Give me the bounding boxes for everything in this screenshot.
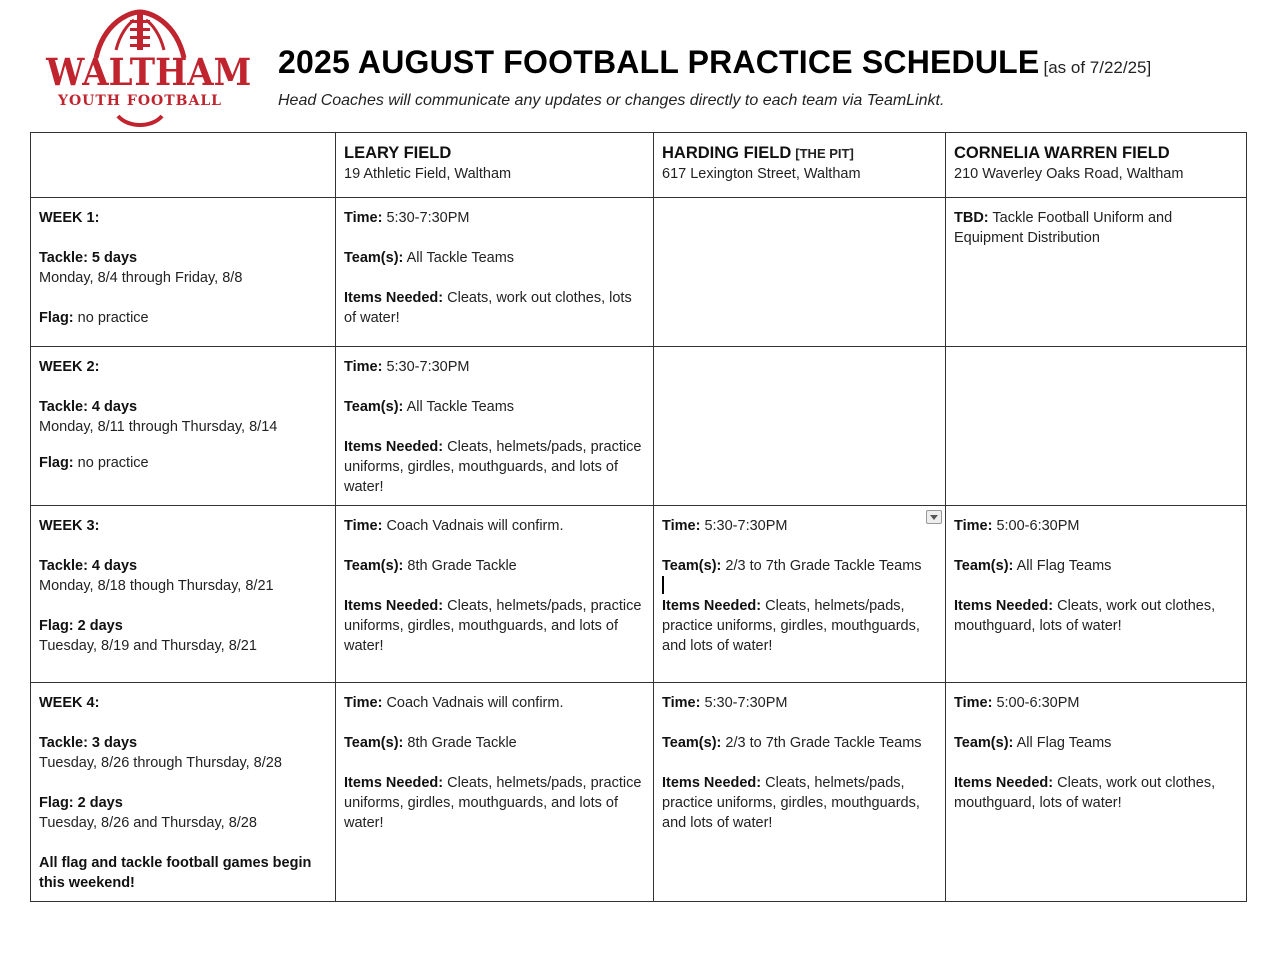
time-label: Time: xyxy=(662,695,701,711)
time-value: Coach Vadnais will confirm. xyxy=(386,518,564,534)
warren-cell[interactable] xyxy=(946,683,1247,902)
week-label: WEEK 3: xyxy=(39,518,100,534)
waltham-youth-football-logo xyxy=(38,8,252,132)
items-value: Cleats, helmets/pads, practice uniforms, girdles, mouthguards, and lots of water! xyxy=(344,598,642,654)
time-label: Time: xyxy=(344,210,383,226)
week-cell[interactable] xyxy=(31,506,336,683)
teams-value: All Flag Teams xyxy=(1016,735,1112,751)
cell-dropdown-button[interactable] xyxy=(926,510,942,524)
teams-label: Team(s): xyxy=(662,558,722,574)
table-row-week-3 xyxy=(31,506,1247,683)
schedule-table xyxy=(30,132,1247,902)
tackle-dates: Monday, 8/18 though Thursday, 8/21 xyxy=(39,578,274,594)
teams-label: Team(s): xyxy=(954,558,1014,574)
flag-dates: Tuesday, 8/26 and Thursday, 8/28 xyxy=(39,815,257,831)
time-value: 5:00-6:30PM xyxy=(996,518,1080,534)
tbd-label: TBD: xyxy=(954,210,989,226)
teams-label: Team(s): xyxy=(344,558,404,574)
page-title: 2025 AUGUST FOOTBALL PRACTICE SCHEDULE xyxy=(278,44,1040,80)
teams-value: All Tackle Teams xyxy=(406,399,515,415)
page-subtitle: Head Coaches will communicate any updates or changes directly to each team via TeamLinkt. xyxy=(278,92,945,109)
time-value: Coach Vadnais will confirm. xyxy=(386,695,564,711)
teams-label: Team(s): xyxy=(662,735,722,751)
week-cell[interactable] xyxy=(31,198,336,347)
teams-value: All Tackle Teams xyxy=(406,250,515,266)
field-name: HARDING FIELD xyxy=(662,144,792,162)
as-of-date: [as of 7/22/25] xyxy=(1043,58,1152,77)
leary-cell[interactable] xyxy=(336,198,654,347)
items-value: Cleats, helmets/pads, practice uniforms, girdles, mouthguards, and lots of water! xyxy=(344,439,642,495)
teams-value: All Flag Teams xyxy=(1016,558,1112,574)
header-empty-cell[interactable] xyxy=(31,133,336,198)
field-note: [THE PIT] xyxy=(795,146,854,161)
warren-cell[interactable] xyxy=(946,506,1247,683)
chevron-down-icon xyxy=(930,515,938,520)
items-label: Items Needed: xyxy=(954,598,1054,614)
tackle-label: Tackle: 4 days xyxy=(39,558,138,574)
items-value: Cleats, helmets/pads, practice uniforms, girdles, mouthguards, and lots of water! xyxy=(344,775,642,831)
items-value: Cleats, work out clothes, mouthguard, lots of water! xyxy=(954,775,1216,811)
leary-cell[interactable] xyxy=(336,683,654,902)
teams-value: 8th Grade Tackle xyxy=(407,735,517,751)
header-leary-field[interactable] xyxy=(336,133,654,198)
harding-cell[interactable] xyxy=(654,198,946,347)
field-name: LEARY FIELD xyxy=(344,144,452,162)
harding-cell[interactable] xyxy=(654,347,946,506)
time-value: 5:00-6:30PM xyxy=(996,695,1080,711)
time-label: Time: xyxy=(344,359,383,375)
tackle-label: Tackle: 3 days xyxy=(39,735,138,751)
field-name: CORNELIA WARREN FIELD xyxy=(954,144,1170,162)
table-row-week-4 xyxy=(31,683,1247,902)
time-label: Time: xyxy=(344,518,383,534)
field-address: 210 Waverley Oaks Road, Waltham xyxy=(954,166,1184,182)
text-cursor xyxy=(662,576,664,594)
table-row-week-2 xyxy=(31,347,1247,506)
harding-cell[interactable] xyxy=(654,506,946,683)
items-label: Items Needed: xyxy=(344,775,444,791)
teams-value: 2/3 to 7th Grade Tackle Teams xyxy=(725,735,922,751)
page-title-line xyxy=(278,44,1151,81)
flag-dates: Tuesday, 8/19 and Thursday, 8/21 xyxy=(39,638,257,654)
time-value: 5:30-7:30PM xyxy=(386,359,470,375)
items-label: Items Needed: xyxy=(344,290,444,306)
teams-label: Team(s): xyxy=(344,399,404,415)
items-value: Cleats, work out clothes, mouthguard, lots of water! xyxy=(954,598,1216,634)
warren-cell[interactable] xyxy=(946,347,1247,506)
logo-subtitle: YOUTH FOOTBALL xyxy=(57,93,223,109)
leary-cell[interactable] xyxy=(336,506,654,683)
tbd-value: Tackle Football Uniform and Equipment Distribution xyxy=(954,210,1173,246)
flag-label: Flag: xyxy=(39,455,74,471)
table-row-week-1 xyxy=(31,198,1247,347)
week-cell[interactable] xyxy=(31,347,336,506)
tackle-dates: Monday, 8/4 through Friday, 8/8 xyxy=(39,270,243,286)
teams-label: Team(s): xyxy=(954,735,1014,751)
flag-label: Flag: 2 days xyxy=(39,795,123,811)
week-label: WEEK 2: xyxy=(39,359,100,375)
flag-label: Flag: 2 days xyxy=(39,618,123,634)
week-label: WEEK 4: xyxy=(39,695,100,711)
field-address: 19 Athletic Field, Waltham xyxy=(344,166,512,182)
items-value: Cleats, work out clothes, lots of water! xyxy=(344,290,632,326)
items-label: Items Needed: xyxy=(344,439,444,455)
time-value: 5:30-7:30PM xyxy=(704,695,788,711)
time-label: Time: xyxy=(954,695,993,711)
week-label: WEEK 1: xyxy=(39,210,100,226)
items-label: Items Needed: xyxy=(344,598,444,614)
flag-text: no practice xyxy=(77,455,149,471)
header-harding-field[interactable] xyxy=(654,133,946,198)
leary-cell[interactable] xyxy=(336,347,654,506)
items-label: Items Needed: xyxy=(662,775,762,791)
time-value: 5:30-7:30PM xyxy=(704,518,788,534)
table-header-row xyxy=(31,133,1247,198)
flag-text: no practice xyxy=(77,310,149,326)
tackle-label: Tackle: 4 days xyxy=(39,399,138,415)
teams-label: Team(s): xyxy=(344,735,404,751)
time-label: Time: xyxy=(954,518,993,534)
week-cell[interactable] xyxy=(31,683,336,902)
games-note: All flag and tackle football games begin this weekend! xyxy=(39,855,312,891)
warren-cell[interactable] xyxy=(946,198,1247,347)
items-label: Items Needed: xyxy=(662,598,762,614)
logo-name: WALTHAM xyxy=(46,50,252,94)
time-value: 5:30-7:30PM xyxy=(386,210,470,226)
items-value: Cleats, helmets/pads, practice uniforms, girdles, mouthguards, and lots of water! xyxy=(662,598,920,654)
header-cornelia-warren-field[interactable] xyxy=(946,133,1247,198)
teams-label: Team(s): xyxy=(344,250,404,266)
tackle-label: Tackle: 5 days xyxy=(39,250,138,266)
time-label: Time: xyxy=(344,695,383,711)
teams-value: 8th Grade Tackle xyxy=(407,558,517,574)
items-label: Items Needed: xyxy=(954,775,1054,791)
field-address: 617 Lexington Street, Waltham xyxy=(662,166,861,182)
tackle-dates: Tuesday, 8/26 through Thursday, 8/28 xyxy=(39,755,282,771)
flag-label: Flag: xyxy=(39,310,74,326)
teams-value: 2/3 to 7th Grade Tackle Teams xyxy=(725,558,922,574)
time-label: Time: xyxy=(662,518,701,534)
items-value: Cleats, helmets/pads, practice uniforms, girdles, mouthguards, and lots of water! xyxy=(662,775,920,831)
harding-cell[interactable] xyxy=(654,683,946,902)
tackle-dates: Monday, 8/11 through Thursday, 8/14 xyxy=(39,419,278,435)
